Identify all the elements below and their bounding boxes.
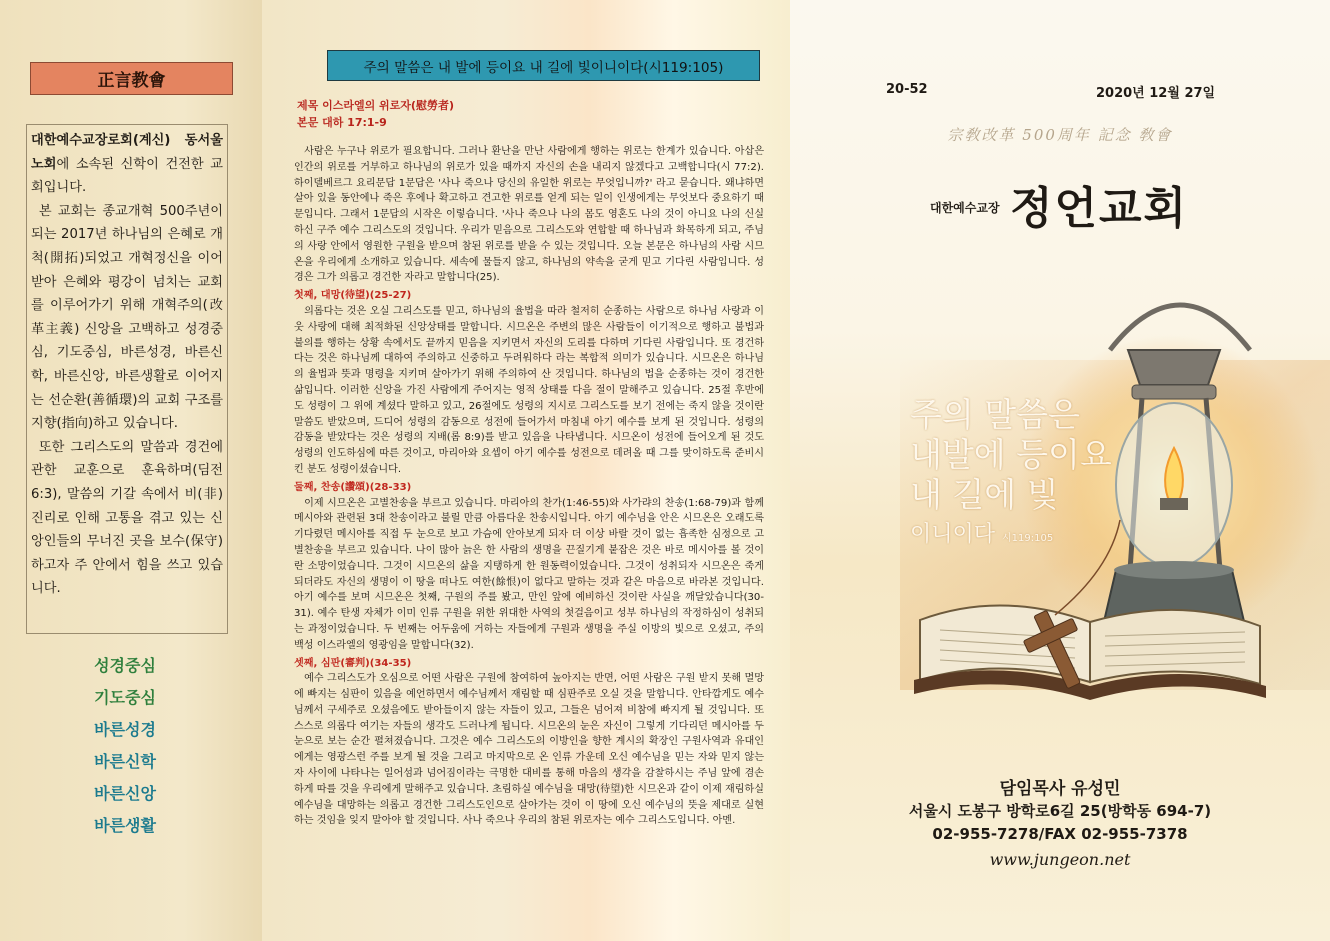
church-address: 서울시 도봉구 방학로6길 25(방학동 694-7) [908,802,1212,820]
sermon-paragraph: 예수 그리스도가 오심으로 어떤 사람은 구원에 참여하여 높아지는 반면, 어떤 사람은 구원 받지 못해 멸망에 빠지는 심판이 있음을 예언하면서 예수님께서 재림할 때 심판주로 오실 것을 말합니다. 안타깝게도 예수님께서 구세주로 오셨음에도 받아들이지 않는 자들이 있고, 그들은 넘어져 비참에 빠지게 될 것입니다. 또 스스로 의롭다 여기는 자들의 생각도 드러나게 됩니다. 시므온의 눈은 자신이 그렇게 기다리던 메시아를 두 눈으로 보는 순간 펼쳐졌습니다. 그것은 예수 그리스도의 이방인을 향한 계시의 확장인 구원사역과 유대인에게는 영광스런 주를 보게 될 것을 그리고 마지막으로 온 인류 가운데 오신 예수님을 믿는 자와 믿지 않는 자 사이에 나타나는 일어섬과 넘어짐이라는 극명한 대비를 통해 마음의 생각을 감찰하시는 주님 앞에 겸손하게 따를 것을 우리에게 말해주고 있습니다. 초림하실 예수님을 대망(待望)한 시므온과 같이 이제 재림하실 예수님을 대망하는 의롭고 경건한 그리스도인으로 살아가는 것이 이 땅에 오신 예수님의 뜻을 제대로 실현하는 것임을 잊지 말아야 할 것입니다. 사나 죽으나 우리의 참된 위로자는 예수 그리스도입니다. 아멘. [294,673,764,827]
lantern-cap [1128,350,1220,385]
sermon-heading [297,97,454,131]
lantern-base-rim [1114,561,1234,579]
intro-denomination: 대한예수교장로회(계신) 동서울 노회 [31,133,223,172]
cover-verse-line: 내발에 등이요 [910,435,1112,474]
emphasis-item: 바른신앙 [94,784,156,803]
anniversary-line: 宗敎改革 500周年 記念 敎會 [947,126,1173,144]
cover-verse-end: 이니이다 [910,522,996,547]
section-heading: 둘째, 찬송(讚頌)(28-33) [294,481,412,493]
intro-paragraph-1 [31,129,223,200]
emphasis-item: 바른성경 [94,720,156,739]
section-heading: 첫째, 대망(待望)(25-27) [294,290,412,302]
verse-banner: 주의 말씀은 내 발에 등이요 내 길에 빛이니이다(시119:105) [327,50,760,81]
sermon-paragraph: 의롭다는 것은 오실 그리스도를 믿고, 하나님의 율법을 따라 철저히 순종하는 사람으로 하나님 사랑과 이웃 사랑에 대해 최적화된 신앙상태를 말합니다. 시므온은 주변의 많은 사람들이 이기적으로 행하고 불법과 불의를 행하는 상황 속에서도 끝까지 믿음을 지키면서 자신의 도리를 다하며 기다린 사람입니다. 또 경건하다는 것은 하나님께 대하여 주의하고 신중하고 두려워하다 라는 복합적 의미가 있습니다. 시므온은 하나님의 율법과 뜻과 명령을 지키며 살아가기 위해 주의하여 산 것입니다. 하나님의 법을 순종하는 것이 경건한 삶입니다. 이러한 신앙을 가진 사람에게 주어지는 영적 상태를 다음 절이 말해주고 있습니다. 25절 후반에도 성령이 그 위에 계셨다 말하고 있고, 26절에도 성령의 지시로 그리스도를 보기 전에는 죽지 않을 것이란 말씀도 받았으며, 드디어 성령의 감동으로 성전에 들어가서 마침내 아기 예수를 보게 된 것입니다. 성령의 감동을 받았다는 것은 성령의 지배(롬 8:9)를 받고 있음을 나타냅니다. 시므온이 성전에 들어오게 된 것도 성령의 인도하심에 따른 것이고, 마리아와 요셉이 아기 예수를 성전으로 데려올 때 그를 맞이하도록 준비시킨 분도 성령이셨습니다. [294,305,764,475]
pastor-name: 담임목사 유성민 [999,779,1121,799]
church-introduction [26,124,228,634]
church-website[interactable]: www.jungeon.net [989,850,1131,869]
intro-rest: 에 소속된 신학이 건전한 교회입니다. [31,156,223,196]
church-title: 정언교회 [1010,183,1189,234]
sermon-paragraph: 이제 시므온은 고별찬송을 부르고 있습니다. 마리아의 찬가(1:46-55)와 사가랴의 찬송(1:68-79)과 함께 메시아와 관련된 3대 찬송이라고 불릴 만큼 아름다운 찬송시입니다. 아기 예수님을 안은 시므온은 오래도록 기다렸던 메시아를 직접 두 눈으로 보고 가슴에 안아보게 되자 더 이상 바랄 것이 없는 흡족한 심정으로 고별찬송을 부르고 있습니다. 나이 많아 늙은 한 사람의 생명을 끈질기게 붙잡은 것은 바로 메시아를 볼 것이란 소망이었습니다. 그것이 시므온의 삶을 지탱하게 한 원동력이었습니다. 그것이 성취되자 시므온은 죽게 되더라도 자신의 생명이 이 땅을 떠나도 여한(餘恨)이 없다고 말하는 것과 같은 마음으로 바라본 것입니다. 아기 예수를 보며 시므온은 첫째, 구원의 주를 봤고, 만인 앞에 예비하신 것이란 사실을 깨달았습니다(30-31). 예수 탄생 자체가 이미 인류 구원을 위한 위대한 사역의 첫걸음이고 성부 하나님의 작정하심이 성취되는 과정이었습니다. 두 번째는 어두움에 거하는 자들에게 구원과 생명을 주실 이방의 빛으로 오셨고, 주의 백성 이스라엘의 영광임을 말합니다(32). [294,497,764,651]
sermon-panel [262,0,790,941]
cover-verse-art [910,395,1112,559]
sermon-passage: 본문 대하 17:1-9 [297,116,387,129]
cover-verse-ref: 시119:105 [1002,533,1054,544]
cover-verse-line [910,515,1112,559]
emphasis-item: 바른생활 [94,816,156,835]
issue-number: 20-52 [886,82,928,97]
cover-panel [790,0,1330,941]
intro-paragraph-2: 본 교회는 종교개혁 500주년이 되는 2017년 하나님의 은혜로 개척(開拓)되었고 개혁정신을 이어받아 은혜와 평강이 넘치는 교회를 이루어가기 위해 개혁주의(改革主義) 신앙을 고백하고 성경중심, 기도중심, 바른성경, 바른신학, 바른신앙, 바른생활로 이어지는 선순환(善循環)의 교회 구조를 지향(指向)하고 있습니다. [31,203,223,432]
cover-verse-line: 주의 말씀은 [910,395,1080,434]
sermon-title: 제목 이스라엘의 위로자(慰勞者) [297,99,454,112]
emphasis-list [40,650,210,842]
lantern-top-ring [1132,385,1216,399]
church-phone: 02-955-7278/FAX 02-955-7378 [932,825,1188,843]
sermon-paragraph: 사람은 누구나 위로가 필요합니다. 그러나 환난을 만난 사람에게 행하는 위로는 한계가 있습니다. 아삽은 인간의 위로를 거부하고 하나님의 위로가 있을 때까지 자신의 손을 내리지 않겠다고 고백합니다(시 77:2). 하이델베르그 요리문답 1문답은 '사나 죽으나 당신의 유일한 위로는 무엇입니까?' 라고 묻습니다. 왜냐하면 살아 있을 동안에나 죽은 후에나 확고하고 견고한 위로를 얻게 되는 일이 인생에게는 무엇보다 중요하기 때문입니다. 그래서 1문답의 시작은 이렇습니다. '사나 죽으나 나의 몸도 영혼도 나의 것이 아니요 나의 신실하신 구주 예수 그리스도의 것입니다. 우리가 믿음으로 그리스도와 연합할 때 하나님과 화목하게 되고, 주님의 사랑 안에서 영원한 구원을 받으며 참된 위로를 받을 수 있는 것입니다. 오늘 본문은 하나님의 사람 시므온을 우리에게 소개하고 있습니다. 세속에 물들지 않고, 하나님의 약속을 굳게 믿고 기다린 사람입니다. 성경은 그가 의롭고 경건한 자라고 말합니다(25). [294,146,764,284]
church-name-tag: 正言教會 [30,62,233,95]
emphasis-item: 바른신학 [94,752,156,771]
bulletin-date: 2020년 12월 27일 [1096,86,1216,101]
emphasis-item: 성경중심 [94,656,156,675]
left-panel [0,0,262,941]
intro-paragraph-3: 또한 그리스도의 말씀과 경건에 관한 교훈으로 훈육하며(딤전 6:3), 말씀의 기갈 속에서 비(非) 진리로 인해 고통을 겪고 있는 신앙인들의 무너진 곳을 보수(保守)하고자 주 안에서 힘을 쓰고 있습니다. [31,439,223,597]
denomination-label: 대한예수교장 [930,201,1000,215]
section-heading: 셋째, 심판(審判)(34-35) [294,657,412,669]
lantern-wick [1160,498,1188,510]
sermon-body [294,144,764,924]
emphasis-item: 기도중심 [94,688,156,707]
cover-verse-line: 내 길에 빛 [910,475,1059,514]
